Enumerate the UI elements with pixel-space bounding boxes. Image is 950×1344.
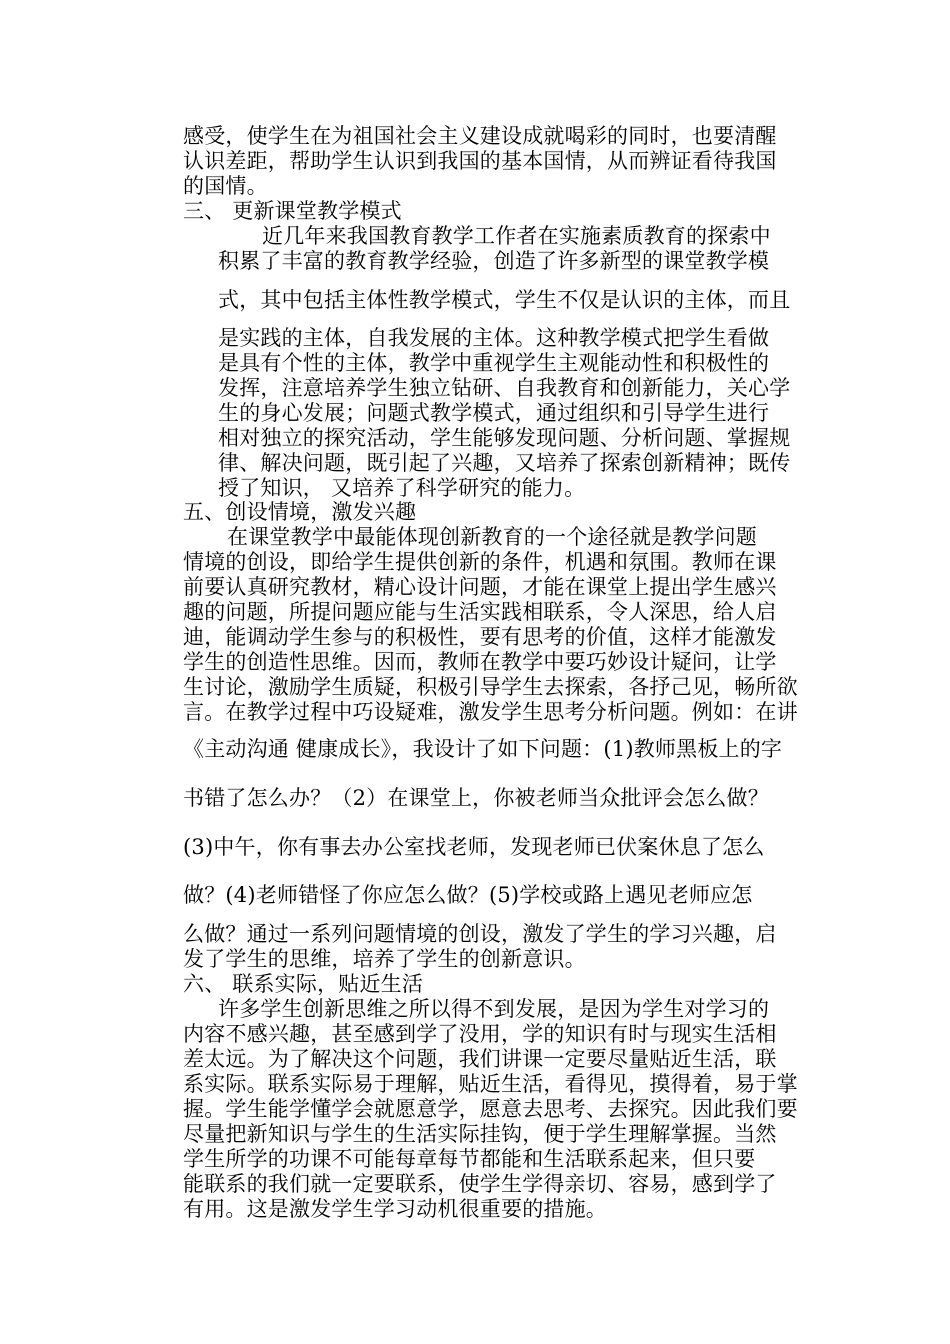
text-line: 内容不感兴趣，甚至感到学了没用，学的知识有时与现实生活相 (183, 1022, 777, 1046)
text-line: 《主动沟通 健康成长》，我设计了如下问题：(1)教师黑板上的字 (183, 737, 783, 761)
text-line: 感受，使学生在为祖国社会主义建设成就喝彩的同时，也要清醒 (183, 124, 777, 148)
text-line: 是实践的主体，自我发展的主体。这种教学模式把学生看做 (218, 326, 770, 350)
text-line: 学生的创造性思维。因而，教师在教学中要巧妙设计疑问，让学 (183, 650, 777, 674)
text-line: 发了学生的思维，培养了学生的创新意识。 (183, 947, 586, 971)
text-line: 迪，能调动学生参与的积极性，要有思考的价值，这样才能激发 (183, 625, 777, 649)
text-line: 式，其中包括主体性教学模式，学生不仅是认识的主体，而且 (218, 288, 791, 312)
text-line: 握。学生能学懂学会就愿意学，愿意去思考、去探究。因此我们要 (183, 1097, 798, 1121)
text-line: 是具有个性的主体，教学中重视学生主观能动性和积极性的 (218, 351, 770, 375)
text-line: 做？(4)老师错怪了你应怎么做？(5)学校或路上遇见老师应怎 (183, 883, 753, 907)
text-line: 许多学生创新思维之所以得不到发展，是因为学生对学习的 (218, 997, 770, 1021)
text-line: 在课堂教学中最能体现创新教育的一个途径就是教学问题 (227, 525, 757, 549)
text-line: 发挥，注意培养学生独立钻研、自我教育和创新能力，关心学 (218, 376, 791, 400)
text-line: 授了知识， 又培养了科学研究的能力。 (218, 476, 586, 500)
text-line: 律、解决问题，既引起了兴趣，又培养了探索创新精神；既传 (218, 451, 791, 475)
text-line: 相对独立的探究活动，学生能够发现问题、分析问题、掌握规 (218, 426, 791, 450)
text-line: 学生所学的功课不可能每章每节都能和生活联系起来，但只要 (183, 1147, 756, 1171)
section-heading: 六、 联系实际，贴近生活 (183, 972, 424, 996)
text-line: 尽量把新知识与学生的生活实际挂钩，便于学生理解掌握。当然 (183, 1122, 777, 1146)
text-line: 有用。这是激发学生学习动机很重要的措施。 (183, 1197, 607, 1221)
text-line: 系实际。联系实际易于理解，贴近生活，看得见，摸得着，易于掌 (183, 1072, 798, 1096)
text-line: 近几年来我国教育教学工作者在实施素质教育的探索中 (262, 224, 771, 248)
text-line: 么做？通过一系列问题情境的创设，激发了学生的学习兴趣，启 (183, 922, 777, 946)
text-line: (3)中午，你有事去办公室找老师，发现老师已伏案休息了怎么 (183, 835, 765, 859)
text-line: 认识差距，帮助学生认识到我国的基本国情，从而辨证看待我国 (183, 149, 777, 173)
text-line: 积累了丰富的教育教学经验，创造了许多新型的课堂教学模 (218, 249, 770, 273)
text-line: 生的身心发展；问题式教学模式，通过组织和引导学生进行 (218, 401, 770, 425)
text-line: 书错了怎么办？（2）在课堂上，你被老师当众批评会怎么做？ (183, 786, 769, 810)
text-line: 趣的问题，所提问题应能与生活实践相联系，令人深思，给人启 (183, 600, 777, 624)
section-heading: 五、创设情境，激发兴趣 (183, 500, 417, 524)
text-line: 差太远。为了解决这个问题，我们讲课一定要尽量贴近生活，联 (183, 1047, 777, 1071)
text-line: 生讨论，激励学生质疑，积极引导学生去探索，各抒己见，畅所欲 (183, 675, 798, 699)
text-line: 言。在教学过程中巧设疑难，激发学生思考分析问题。例如：在讲 (183, 700, 798, 724)
text-line: 的国情。 (183, 174, 268, 198)
text-line: 前要认真研究教材，精心设计问题，才能在课堂上提出学生感兴 (183, 575, 777, 599)
text-line: 情境的创设，即给学生提供创新的条件，机遇和氛围。教师在课 (183, 550, 777, 574)
text-line: 能联系的我们就一定要联系，使学生学得亲切、容易，感到学了 (183, 1172, 777, 1196)
section-heading: 三、 更新课堂教学模式 (183, 199, 402, 223)
